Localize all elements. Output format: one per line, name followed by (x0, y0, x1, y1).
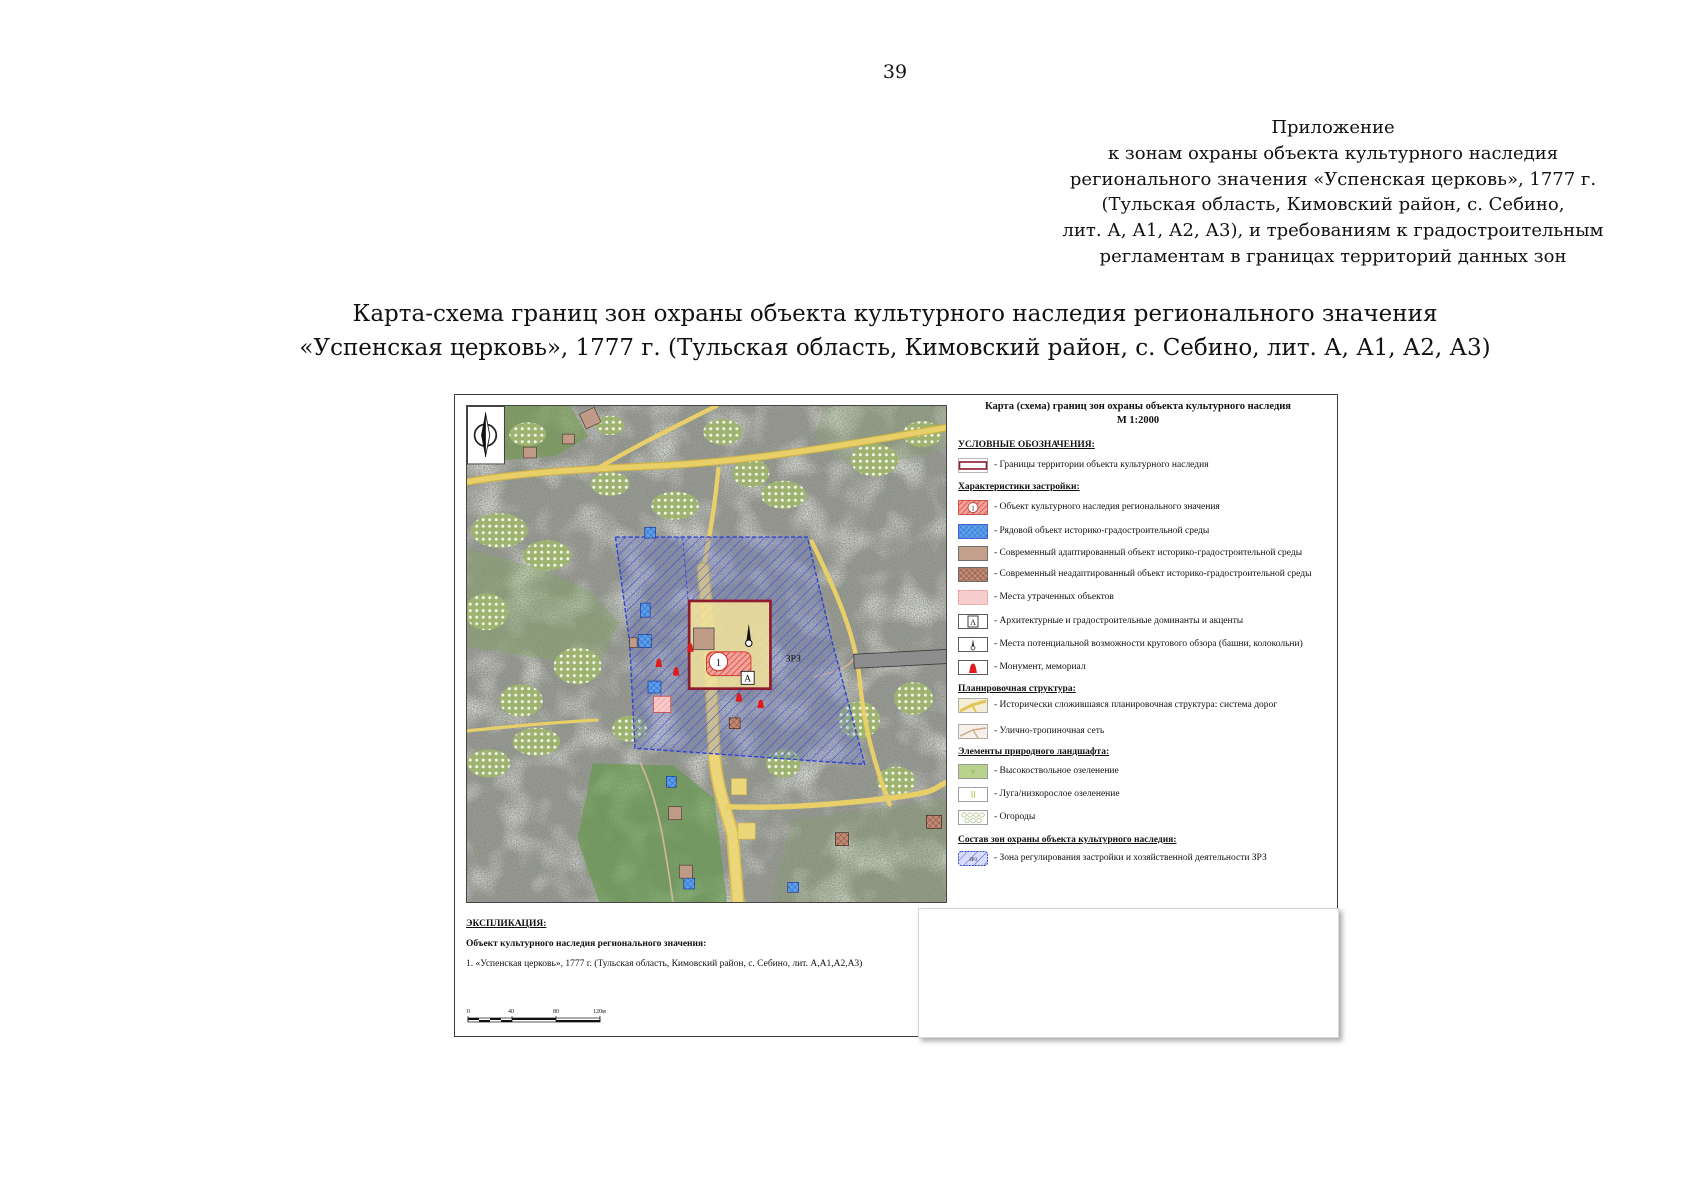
swatch-symbol: А (970, 617, 976, 627)
aerial-map (466, 405, 947, 903)
legend-scale: М 1:2000 (1116, 415, 1160, 426)
heritage-object-icon (958, 500, 988, 515)
title-line: Карта-схема границ зон охраны объекта культурного наследия регионального значения (352, 301, 1438, 327)
legend-label: - Исторически сложившаяся планировочная структура: система дорог (994, 700, 1278, 710)
vegetable-garden-patch (500, 684, 543, 716)
vegetable-garden-patch (466, 593, 508, 630)
vegetable-garden-patch (703, 419, 742, 445)
modern-adapted-building (693, 628, 714, 650)
legend-label: - Монумент, мемориал (994, 662, 1086, 672)
street-path-icon (958, 724, 988, 739)
lost-object (653, 696, 670, 712)
legend-label: - Луга/низкорослое озеленение (994, 789, 1120, 799)
vegetable-garden-patch (894, 682, 933, 714)
vegetable-garden-patch (509, 422, 546, 446)
map-sheet (454, 394, 1338, 1037)
appendix-line: регионального значения «Успенская церковь», 1777 г. (1069, 168, 1597, 190)
monument-icon (958, 660, 988, 675)
dominant-label: А (744, 673, 752, 685)
heritage-object-number: 1 (715, 656, 722, 669)
dominant-icon (958, 614, 988, 629)
legend-label: - Места потенциальной возможности кругового обзора (башни, колокольни) (994, 639, 1303, 649)
scale-bar (466, 1001, 606, 1029)
blank-panel (918, 908, 1339, 1038)
legend-section-title: Элементы природного ландшафта: (958, 747, 1110, 757)
modern-non-adapted-building (835, 833, 848, 846)
ordinary-object (684, 878, 695, 889)
ordinary-object (645, 527, 656, 538)
explication-heading: ЭКСПЛИКАЦИЯ: (466, 919, 547, 929)
appendix-line: регламентам в границах территорий данных зон (1099, 245, 1567, 267)
appendix-line: (Тульская область, Кимовский район, с. Себино, (1101, 194, 1565, 216)
legend-heading: УСЛОВНЫЕ ОБОЗНАЧЕНИЯ: (958, 440, 1095, 450)
legend-label: - Высокоствольное озеленение (994, 766, 1119, 776)
ordinary-object (640, 603, 650, 617)
modern-non-adapted-object-icon (958, 567, 988, 582)
legend-label: - Современный адаптированный объект историко-градостроительной среды (994, 548, 1303, 558)
vegetable-garden-patch (467, 749, 510, 777)
legend-label: - Границы территории объекта культурного наследия (994, 460, 1209, 470)
legend-label: - Объект культурного наследия регионального значения (994, 502, 1220, 512)
paved-area (731, 779, 746, 795)
vegetable-garden-patch (651, 492, 699, 520)
appendix-line: к зонам охраны объекта культурного наследия (1107, 142, 1559, 164)
swatch-symbol: ЗРЗ (969, 857, 977, 863)
modern-adapted-building (679, 865, 692, 878)
vegetable-garden-patch (596, 416, 624, 435)
swatch-symbol: 1 (971, 503, 975, 512)
vegetable-garden-patch (523, 540, 571, 570)
vegetable-garden-icon (958, 810, 988, 825)
title-line: «Успенская церковь», 1777 г. (Тульская область, Кимовский район, с. Себино, лит. А, А1, А2, А3) (299, 335, 1491, 361)
appendix-line: Приложение (1271, 117, 1395, 138)
ordinary-object (638, 635, 651, 648)
vegetable-garden-patch (761, 481, 807, 509)
lost-object-icon (958, 590, 988, 605)
legend-section-title: Состав зон охраны объекта культурного наследия: (958, 835, 1177, 845)
legend-label: - Зона регулирования застройки и хозяйственной деятельности ЗРЗ (994, 853, 1267, 863)
vegetable-garden-patch (733, 459, 770, 487)
boundary-line-icon (958, 458, 988, 473)
legend-section-title: Характеристики застройки: (958, 482, 1080, 492)
vegetable-garden-patch (471, 513, 527, 548)
ordinary-object (788, 883, 799, 893)
legend-section-title: Планировочная структура: (958, 684, 1076, 694)
modern-non-adapted-building (729, 718, 740, 729)
zrz-zone-label: ЗРЗ (785, 653, 801, 665)
legend-label: - Архитектурные и градостроительные доминанты и акценты (994, 616, 1244, 626)
zrz-zone-icon (958, 851, 988, 866)
modern-non-adapted-building (926, 815, 941, 828)
modern-adapted-building (669, 807, 682, 820)
ordinary-object-icon (958, 524, 988, 539)
meadow-icon (958, 787, 988, 802)
page-number: 39 (882, 61, 908, 83)
vegetable-garden-patch (591, 472, 630, 496)
modern-adapted-building (562, 434, 574, 444)
document-title (195, 297, 1595, 365)
explication-subheading: Объект культурного наследия регионального значения: (466, 939, 707, 949)
scale-tick-label: 120м (593, 1009, 606, 1015)
appendix-line: лит. А, А1, А2, А3), и требованиям к градостроительным (1062, 220, 1604, 242)
legend-label: - Улично-тропиночная сеть (994, 726, 1105, 736)
legend-label: - Современный неадаптированный объект историко-градостроительной среды (994, 569, 1312, 579)
scale-tick-label: 40 (508, 1009, 514, 1015)
ordinary-object (666, 776, 676, 787)
legend-title: Карта (схема) границ зон охраны объекта культурного наследия (985, 401, 1291, 412)
vegetable-garden-patch (513, 728, 561, 756)
legend-label: - Места утраченных объектов (994, 592, 1114, 602)
north-arrow-icon (468, 407, 505, 464)
scale-tick-label: 80 (553, 1009, 559, 1015)
vegetable-garden-patch (851, 444, 899, 476)
legend-label: - Огороды (994, 812, 1036, 822)
modern-adapted-building (630, 638, 638, 648)
legend-label: - Рядовой объект историко-градостроительной среды (994, 526, 1210, 536)
vegetable-garden-patch (554, 648, 602, 685)
appendix-caption (1033, 115, 1633, 270)
viewpoint-tower-icon (958, 637, 988, 652)
modern-adapted-building (523, 447, 536, 458)
tall-greenery-icon (958, 764, 988, 779)
ordinary-object (648, 681, 661, 693)
paved-area (738, 823, 755, 839)
modern-adapted-object-icon (958, 546, 988, 561)
scale-tick-label: 0 (467, 1009, 470, 1015)
historic-road-icon (958, 698, 988, 713)
explication-item: 1. «Успенская церковь», 1777 г. (Тульская область, Кимовский район, с. Себино, лит. А,А1,А2,А3) (466, 959, 863, 969)
